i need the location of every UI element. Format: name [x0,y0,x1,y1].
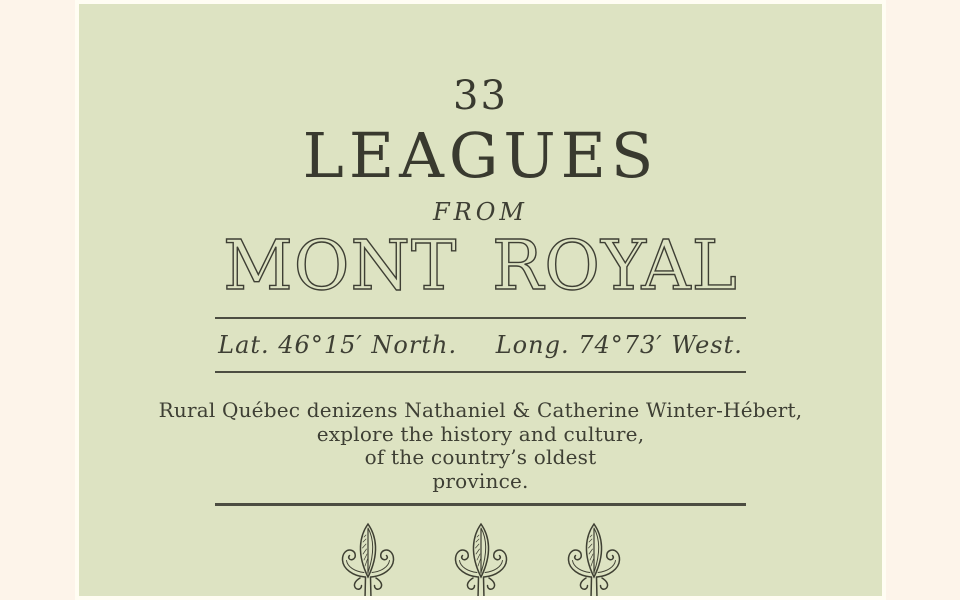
description-line: of the country’s oldest [364,445,597,469]
ornament-row [79,521,882,596]
fleur-de-lis-icon [566,521,622,596]
poster-title: LEAGUES [302,119,659,192]
latitude-text: Lat. 46°15′ North. [218,331,458,359]
description-line: Rural Québec denizens Nathaniel & Catherine Winter-Hébert, [158,398,803,422]
coordinates-line [79,333,882,357]
divider-rule-bottom [215,503,746,506]
longitude-text: Long. 74°73′ West. [495,331,743,359]
fleur-de-lis-icon [340,521,396,596]
poster-card [75,0,886,600]
issue-number: 33 [453,73,508,119]
poster-panel [79,4,882,596]
divider-rule-middle [215,371,746,373]
title-connector: FROM [433,198,528,226]
poster-subtitle: MONT ROYAL [223,227,738,306]
description-line: explore the history and culture, [316,421,645,446]
description-line: province. [432,468,529,493]
fleur-de-lis-icon [453,521,509,596]
divider-rule-top [215,317,746,319]
description-paragraph [79,399,882,493]
